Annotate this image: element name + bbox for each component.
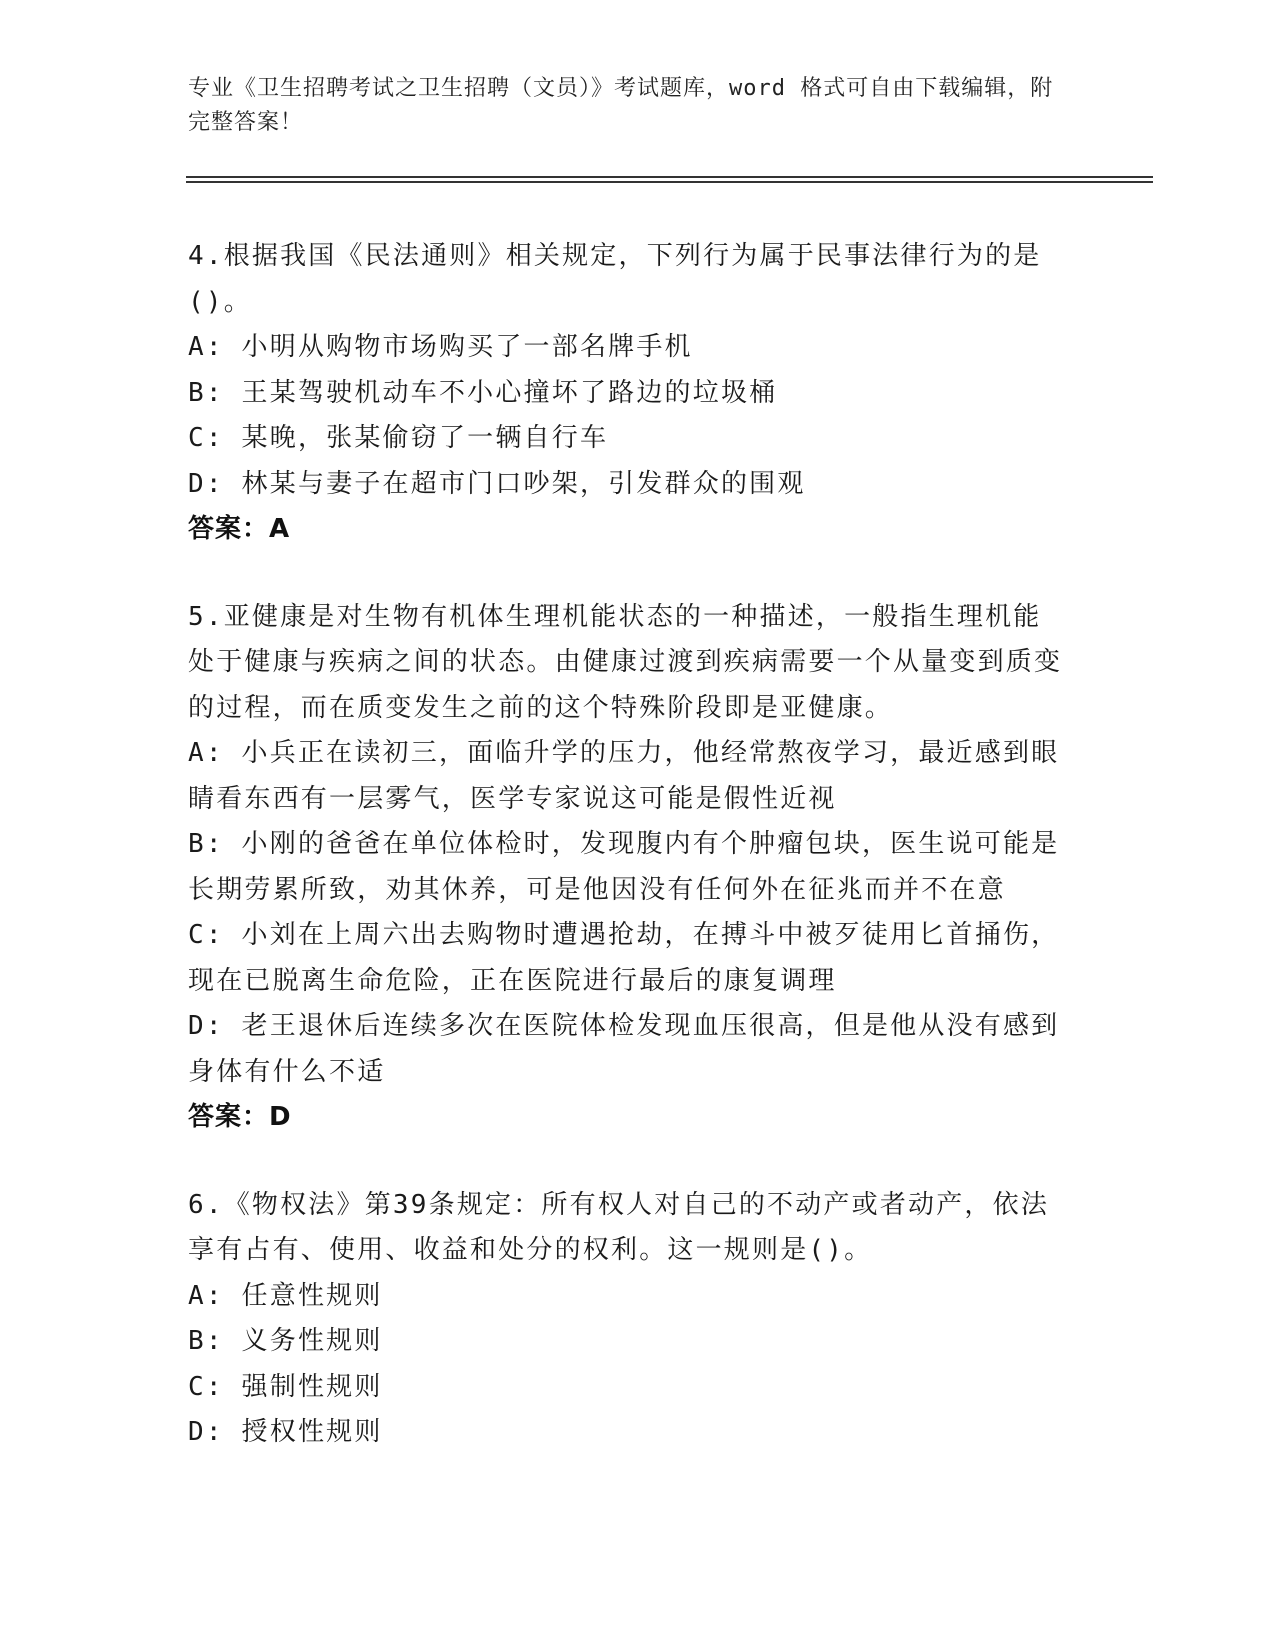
header-divider-bottom xyxy=(186,181,1153,183)
option-c: C: 小刘在上周六出去购物时遭遇抢劫，在搏斗中被歹徒用匕首捅伤，现在已脱离生命危险，正在医院进行最后的康复调理 xyxy=(188,920,1060,996)
question-list xyxy=(188,234,1068,1498)
question-stem: 4.根据我国《民法通则》相关规定，下列行为属于民事法律行为的是()。 xyxy=(188,241,1042,317)
document-header xyxy=(188,72,1068,140)
question-item xyxy=(188,1183,1068,1456)
option-c: C: 某晚，张某偷窃了一辆自行车 xyxy=(188,423,609,453)
option-b: B: 义务性规则 xyxy=(188,1326,383,1356)
option-b: B: 小刚的爸爸在单位体检时，发现腹内有个肿瘤包块，医生说可能是长期劳累所致，劝其休养，可是他因没有任何外在征兆而并不在意 xyxy=(188,829,1060,905)
answer-label: 答案：A xyxy=(188,514,291,544)
option-d: D: 老王退休后连续多次在医院体检发现血压很高，但是他从没有感到身体有什么不适 xyxy=(188,1011,1060,1087)
option-d: D: 授权性规则 xyxy=(188,1417,383,1447)
option-c: C: 强制性规则 xyxy=(188,1371,383,1402)
header-divider-top xyxy=(186,176,1153,178)
question-item xyxy=(188,595,1068,1141)
question-item xyxy=(188,234,1068,553)
option-a: A: 小明从购物市场购买了一部名牌手机 xyxy=(188,332,693,362)
question-stem: 5.亚健康是对生物有机体生理机能状态的一种描述，一般指生理机能处于健康与疾病之间的状态。由健康过渡到疾病需要一个从量变到质变的过程，而在质变发生之前的这个特殊阶段即是亚健康。 xyxy=(188,601,1063,723)
option-b: B: 王某驾驶机动车不小心撞坏了路边的垃圾桶 xyxy=(188,377,778,408)
header-intro-text: 专业《卫生招聘考试之卫生招聘（文员）》考试题库，word 格式可自由下载编辑，附完整答案！ xyxy=(188,76,1054,135)
option-a: A: 任意性规则 xyxy=(188,1280,383,1311)
answer-label: 答案：D xyxy=(188,1102,292,1132)
option-a: A: 小兵正在读初三，面临升学的压力，他经常熬夜学习，最近感到眼睛看东西有一层雾气，医学专家说这可能是假性近视 xyxy=(188,738,1060,814)
option-d: D: 林某与妻子在超市门口吵架，引发群众的围观 xyxy=(188,468,806,499)
question-stem: 6.《物权法》第39条规定：所有权人对自己的不动产或者动产，依法享有占有、使用、收益和处分的权利。这一规则是()。 xyxy=(188,1189,1050,1265)
